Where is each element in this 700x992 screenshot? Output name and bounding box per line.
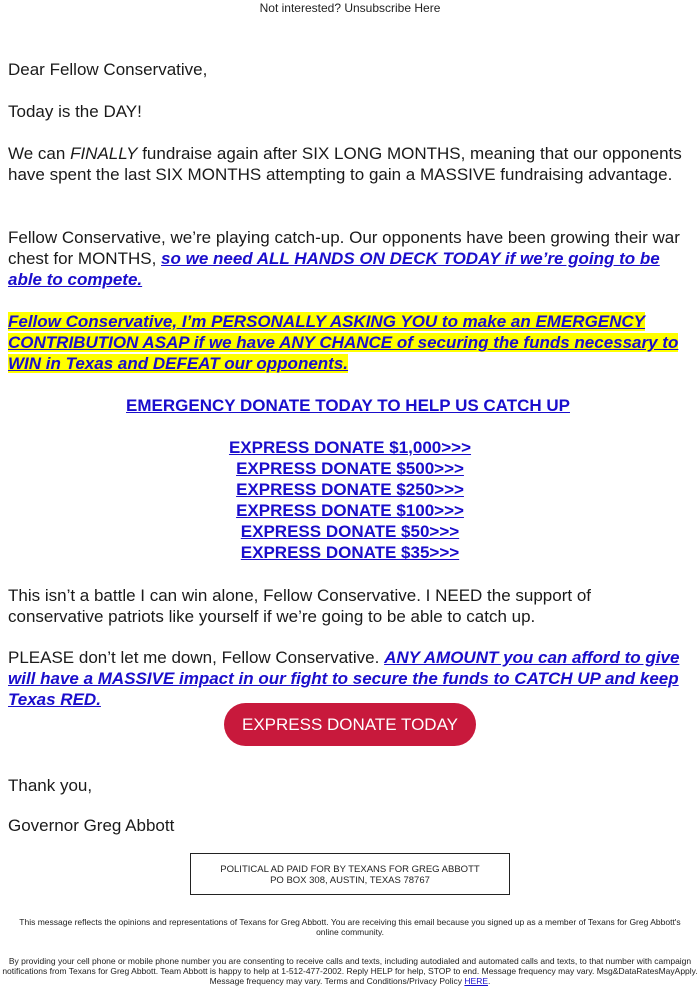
paragraph-4: PLEASE don’t let me down, Fellow Conservative. ANY AMOUNT you can afford to give will have a MASSIVE impact in our fight to secure the funds to CATCH UP and keep Texas RED. bbox=[8, 648, 680, 709]
any-amount-link[interactable]: ANY AMOUNT you can afford to give will have a MASSIVE impact in our fight to secure the funds to CATCH UP and keep Texas RED. bbox=[8, 648, 680, 709]
paid-for-disclaimer bbox=[190, 853, 510, 895]
emergency-line bbox=[8, 395, 688, 416]
donate-500-link[interactable]: EXPRESS DONATE $500>>> bbox=[236, 459, 464, 478]
finally-emphasis: FINALLY bbox=[70, 144, 138, 163]
paragraph-1: We can FINALLY fundraise again after SIX LONG MONTHS, meaning that our opponents have spent the last SIX MONTHS attempting to gain a MASSIVE fundraising advantage. bbox=[8, 144, 682, 184]
closing: Thank you, bbox=[8, 776, 93, 795]
intro-line: Today is the DAY! bbox=[8, 102, 142, 121]
paragraph-3: This isn’t a battle I can win alone, Fellow Conservative. I NEED the support of conservative patriots like yourself if we’re going to be able to catch up. bbox=[8, 586, 591, 626]
signature: Governor Greg Abbott bbox=[8, 816, 175, 835]
donate-250-link[interactable]: EXPRESS DONATE $250>>> bbox=[236, 480, 464, 499]
donate-link-list bbox=[8, 437, 692, 563]
donate-50-link[interactable]: EXPRESS DONATE $50>>> bbox=[240, 522, 460, 541]
emergency-donate-link[interactable]: EMERGENCY DONATE TODAY TO HELP US CATCH UP bbox=[126, 396, 570, 415]
highlight-paragraph bbox=[8, 311, 688, 374]
unsubscribe-line[interactable] bbox=[0, 0, 700, 17]
donate-100-link[interactable]: EXPRESS DONATE $100>>> bbox=[236, 501, 464, 520]
donate-35-link[interactable]: EXPRESS DONATE $35>>> bbox=[240, 543, 460, 562]
privacy-policy-link[interactable]: HERE bbox=[464, 976, 489, 986]
disclaimer-line-1: POLITICAL AD PAID FOR BY TEXANS FOR GREG ABBOTT bbox=[220, 864, 480, 875]
greeting: Dear Fellow Conservative, bbox=[8, 60, 208, 79]
footer-sms-consent: By providing your cell phone or mobile phone number you are consenting to receive calls and texts, including autodialed and automated calls and texts, to that number with campaign notifications from Texans for Greg Abbott. Team Abbott is happy to help at 1-512-477-2002. Reply HELP for help, STOP to end. Message frequency may vary. Msg&DataRatesMayApply. Message frequency may vary. Terms and Conditions/Privacy Policy HERE. bbox=[2, 956, 698, 986]
paragraph-2: Fellow Conservative, we’re playing catch-up. Our opponents have been growing their war chest for MONTHS, so we need ALL HANDS ON DECK TODAY if we’re going to be able to compete. bbox=[8, 228, 680, 289]
disclaimer-line-2: PO BOX 308, AUSTIN, TEXAS 78767 bbox=[270, 875, 430, 886]
all-hands-link[interactable]: so we need ALL HANDS ON DECK TODAY if we’re going to be able to compete. bbox=[8, 249, 660, 289]
footer-opinions: This message reflects the opinions and representations of Texans for Greg Abbott. You are receiving this email because you signed up as a member of Texans for Greg Abbott's online community. bbox=[19, 917, 681, 937]
unsubscribe-link[interactable]: Not interested? Unsubscribe Here bbox=[259, 1, 441, 15]
donate-1000-link[interactable]: EXPRESS DONATE $1,000>>> bbox=[228, 438, 472, 457]
personal-ask-link[interactable]: Fellow Conservative, I’m PERSONALLY ASKING YOU to make an EMERGENCY CONTRIBUTION ASAP if we have ANY CHANCE of securing the funds necessary to WIN in Texas and DEFEAT our opponents. bbox=[8, 312, 679, 373]
express-donate-button[interactable]: EXPRESS DONATE TODAY bbox=[224, 703, 476, 746]
